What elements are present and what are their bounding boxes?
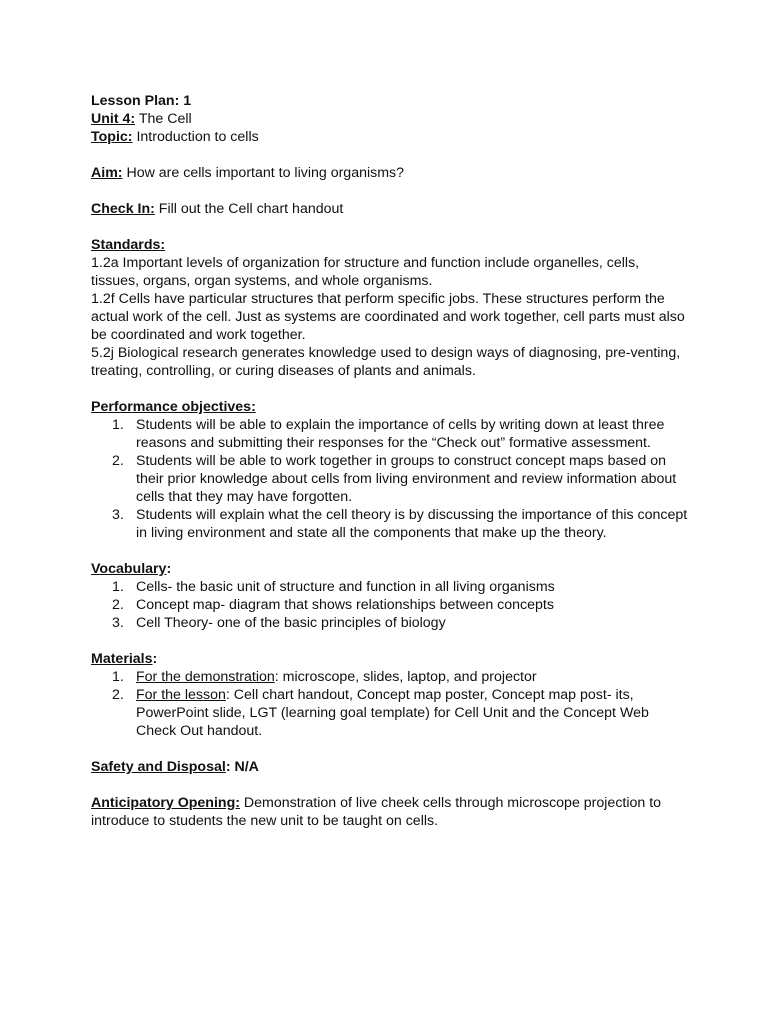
list-item [91,506,691,542]
vocabulary-heading [91,560,691,578]
list-item [91,578,691,596]
unit-value: The Cell [135,111,192,127]
check-in-value: Fill out the Cell chart handout [154,201,344,217]
aim-line [91,164,691,182]
materials-heading [91,650,691,668]
materials-list [91,668,691,740]
list-number: 2. [112,687,124,703]
list-item [91,452,691,506]
safety-line [91,758,691,776]
topic-line [91,128,691,146]
performance-objectives-heading: Performance objectives: [91,399,256,415]
anticipatory-line [91,794,691,830]
aim-label: Aim: [91,165,123,181]
objective-text: Students will be able to work together in groups to construct concept maps based on their prior knowledge about cells from living environment and review information about cells that they may have forgotten. [136,453,677,505]
topic-value: Introduction to cells [132,129,259,145]
objective-text: Students will be able to explain the importance of cells by writing down at least three reasons and submitting their responses for the “Check out” formative assessment. [136,417,665,451]
safety-value: : N/A [225,759,259,775]
vocabulary-list [91,578,691,632]
lesson-plan-title: Lesson Plan: 1 [91,93,192,109]
list-item [91,668,691,686]
list-number: 1. [112,417,124,433]
materials-heading-text: Materials [91,651,153,667]
vocabulary-colon: : [166,561,172,577]
materials-text: : Cell chart handout, Concept map poster, Concept map post- its, PowerPoint slide, LGT (learning goal template) for Cell Unit and the Concept Web Check Out handout. [136,687,649,739]
standards-heading: Standards: [91,237,166,253]
lesson-plan-body [91,92,691,830]
list-number: 3. [112,507,124,523]
vocabulary-text: Cell Theory- one of the basic principles of biology [136,615,446,631]
unit-line [91,110,691,128]
standard-item: 5.2j Biological research generates knowledge used to design ways of diagnosing, pre-venting, treating, controlling, or curing diseases of plants and animals. [91,345,681,379]
anticipatory-value: Demonstration of live cheek cells through microscope projection to introduce to students the new unit to be taught on cells. [91,795,662,829]
materials-colon: : [152,651,158,667]
materials-label: For the demonstration [136,669,275,685]
vocabulary-text: Concept map- diagram that shows relationships between concepts [136,597,554,613]
materials-text: : microscope, slides, laptop, and projector [274,669,537,685]
objective-text: Students will explain what the cell theory is by discussing the importance of this concept in living environment and state all the components that make up the theory. [136,507,688,541]
safety-label: Safety and Disposal [91,759,226,775]
check-in-label: Check In: [91,201,155,217]
standard-item: 1.2f Cells have particular structures that perform specific jobs. These structures perform the actual work of the cell. Just as systems are coordinated and work together, cell parts must also be coordinated and work together. [91,291,685,343]
standard-item: 1.2a Important levels of organization for structure and function include organelles, cells, tissues, organs, organ systems, and whole organisms. [91,255,640,289]
vocabulary-heading-text: Vocabulary [91,561,167,577]
vocabulary-text: Cells- the basic unit of structure and function in all living organisms [136,579,555,595]
unit-label: Unit 4: [91,111,136,127]
anticipatory-label: Anticipatory Opening: [91,795,240,811]
list-number: 2. [112,597,124,613]
performance-objectives-list [91,416,691,542]
list-number: 1. [112,579,124,595]
list-number: 3. [112,615,124,631]
list-item [91,686,691,740]
list-item [91,416,691,452]
list-item [91,596,691,614]
list-item [91,614,691,632]
list-number: 1. [112,669,124,685]
list-number: 2. [112,453,124,469]
check-in-line [91,200,691,218]
topic-label: Topic: [91,129,133,145]
aim-value: How are cells important to living organisms? [122,165,405,181]
materials-label: For the lesson [136,687,226,703]
